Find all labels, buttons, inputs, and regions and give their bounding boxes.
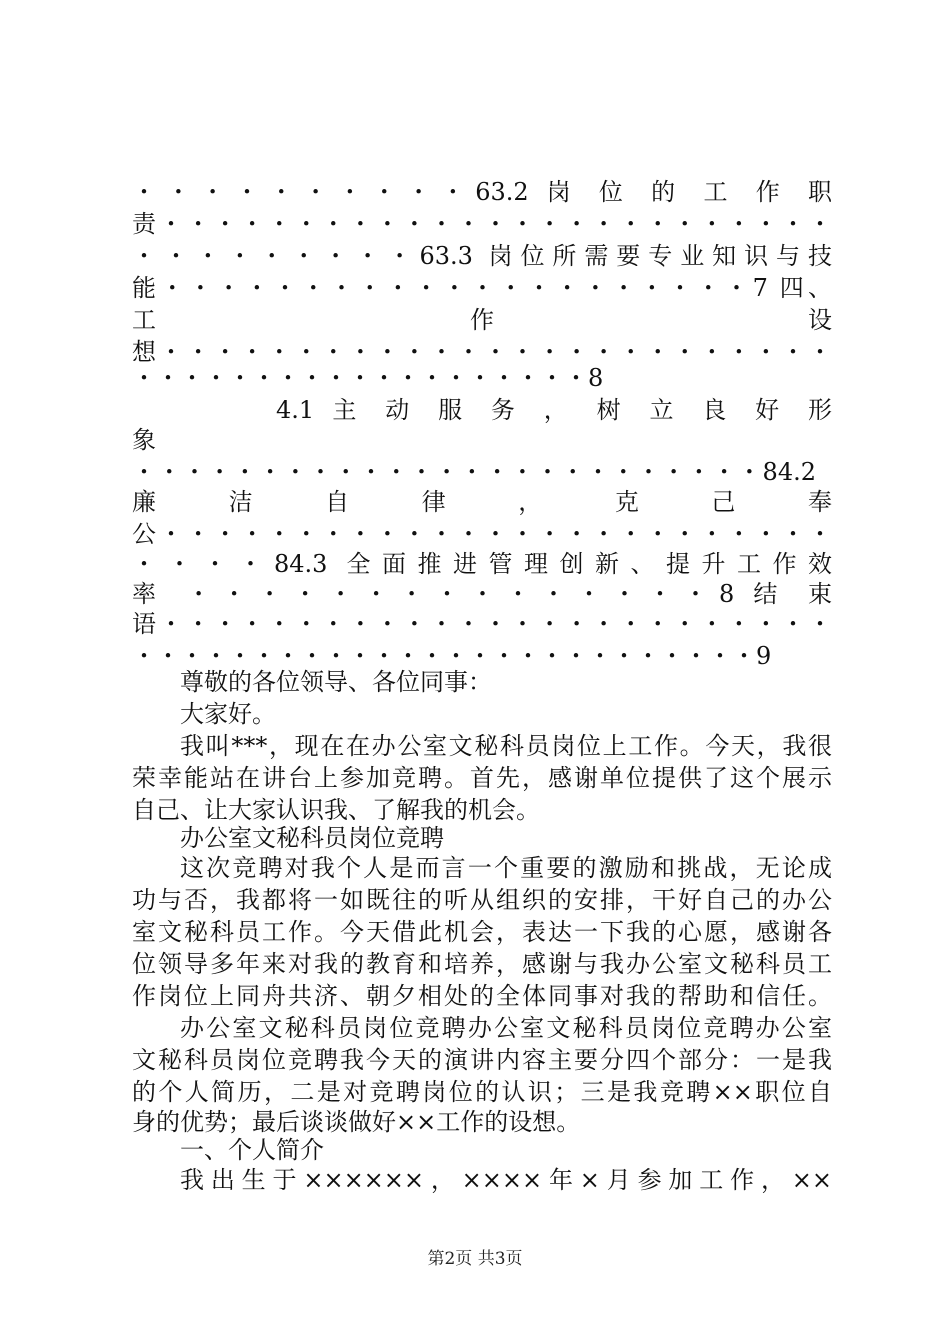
salutation: 尊敬的各位领导、各位同事： — [180, 668, 492, 696]
paragraph-line: 的个人简历，二是对竞聘岗位的认识；三是我竞聘××职位自 — [132, 1078, 832, 1106]
toc-line: 工 作 设 — [132, 306, 832, 334]
toc-line: 廉 洁 自 律 ， 克 己 奉 — [132, 488, 832, 516]
paragraph-line: 荣幸能站在讲台上参加竞聘。首先，感谢单位提供了这个展示 — [132, 764, 832, 792]
paragraph-line: 自己、让大家认识我、了解我的机会。 — [132, 796, 540, 824]
section-heading: 办公室文秘科员岗位竞聘 — [180, 824, 444, 852]
toc-line: ・・・・84.3 全面推进管理创新、提升工作效 — [132, 550, 832, 578]
toc-line: ・・・・・・・・・・・・・・・・・・・8 — [132, 364, 604, 392]
toc-line: ・・・・・・・・・・63.2 岗 位 的 工 作 职 — [132, 178, 832, 206]
paragraph-line: 位领导多年来对我的教育和培养，感谢与我办公室文秘科员工 — [132, 950, 832, 978]
paragraph-line: 室文秘科员工作。今天借此机会，表达一下我的心愿，感谢各 — [132, 918, 832, 946]
paragraph-line: 我出生于××××××，××××年×月参加工作，×× — [180, 1166, 832, 1194]
paragraph-line: 功与否，我都将一如既往的听从组织的安排，干好自己的办公 — [132, 886, 832, 914]
paragraph-line: 办公室文秘科员岗位竞聘办公室文秘科员岗位竞聘办公室 — [180, 1014, 832, 1042]
toc-line: 公・・・・・・・・・・・・・・・・・・・・・・・・・ — [132, 520, 832, 548]
toc-line: 责・・・・・・・・・・・・・・・・・・・・・・・・・ — [132, 210, 832, 238]
page-footer: 第2页 共3页 — [427, 1249, 523, 1269]
toc-line: 4.1 主 动 服 务 ， 树 立 良 好 形 — [276, 396, 832, 424]
paragraph-line: 我叫***，现在在办公室文秘科员岗位上工作。今天，我很 — [180, 732, 832, 760]
toc-line: 语・・・・・・・・・・・・・・・・・・・・・・・・・ — [132, 610, 832, 638]
toc-line: 想・・・・・・・・・・・・・・・・・・・・・・・・・ — [132, 338, 832, 366]
toc-line: ・・・・・・・・・63.3 岗位所需要专业知识与技 — [132, 242, 832, 270]
toc-line: ・・・・・・・・・・・・・・・・・・・・・・・・・84.2 — [132, 458, 816, 486]
paragraph-line: 文秘科员岗位竞聘我今天的演讲内容主要分四个部分：一是我 — [132, 1046, 832, 1074]
section-heading: 一、个人简介 — [180, 1136, 324, 1164]
toc-line: 象 — [132, 426, 156, 454]
paragraph-line: 身的优势；最后谈谈做好××工作的设想。 — [132, 1108, 581, 1136]
toc-line: 率 ・・・・・・・・・・・・・・・8 结 束 — [132, 580, 832, 608]
paragraph-line: 这次竞聘对我个人是而言一个重要的激励和挑战，无论成 — [180, 854, 832, 882]
toc-line: ・・・・・・・・・・・・・・・・・・・・・・・・・・9 — [132, 642, 772, 670]
paragraph-line: 作岗位上同舟共济、朝夕相处的全体同事对我的帮助和信任。 — [132, 982, 832, 1010]
greeting: 大家好。 — [180, 700, 276, 728]
toc-line: 能・・・・・・・・・・・・・・・・・・・・・7 四、 — [132, 274, 832, 302]
